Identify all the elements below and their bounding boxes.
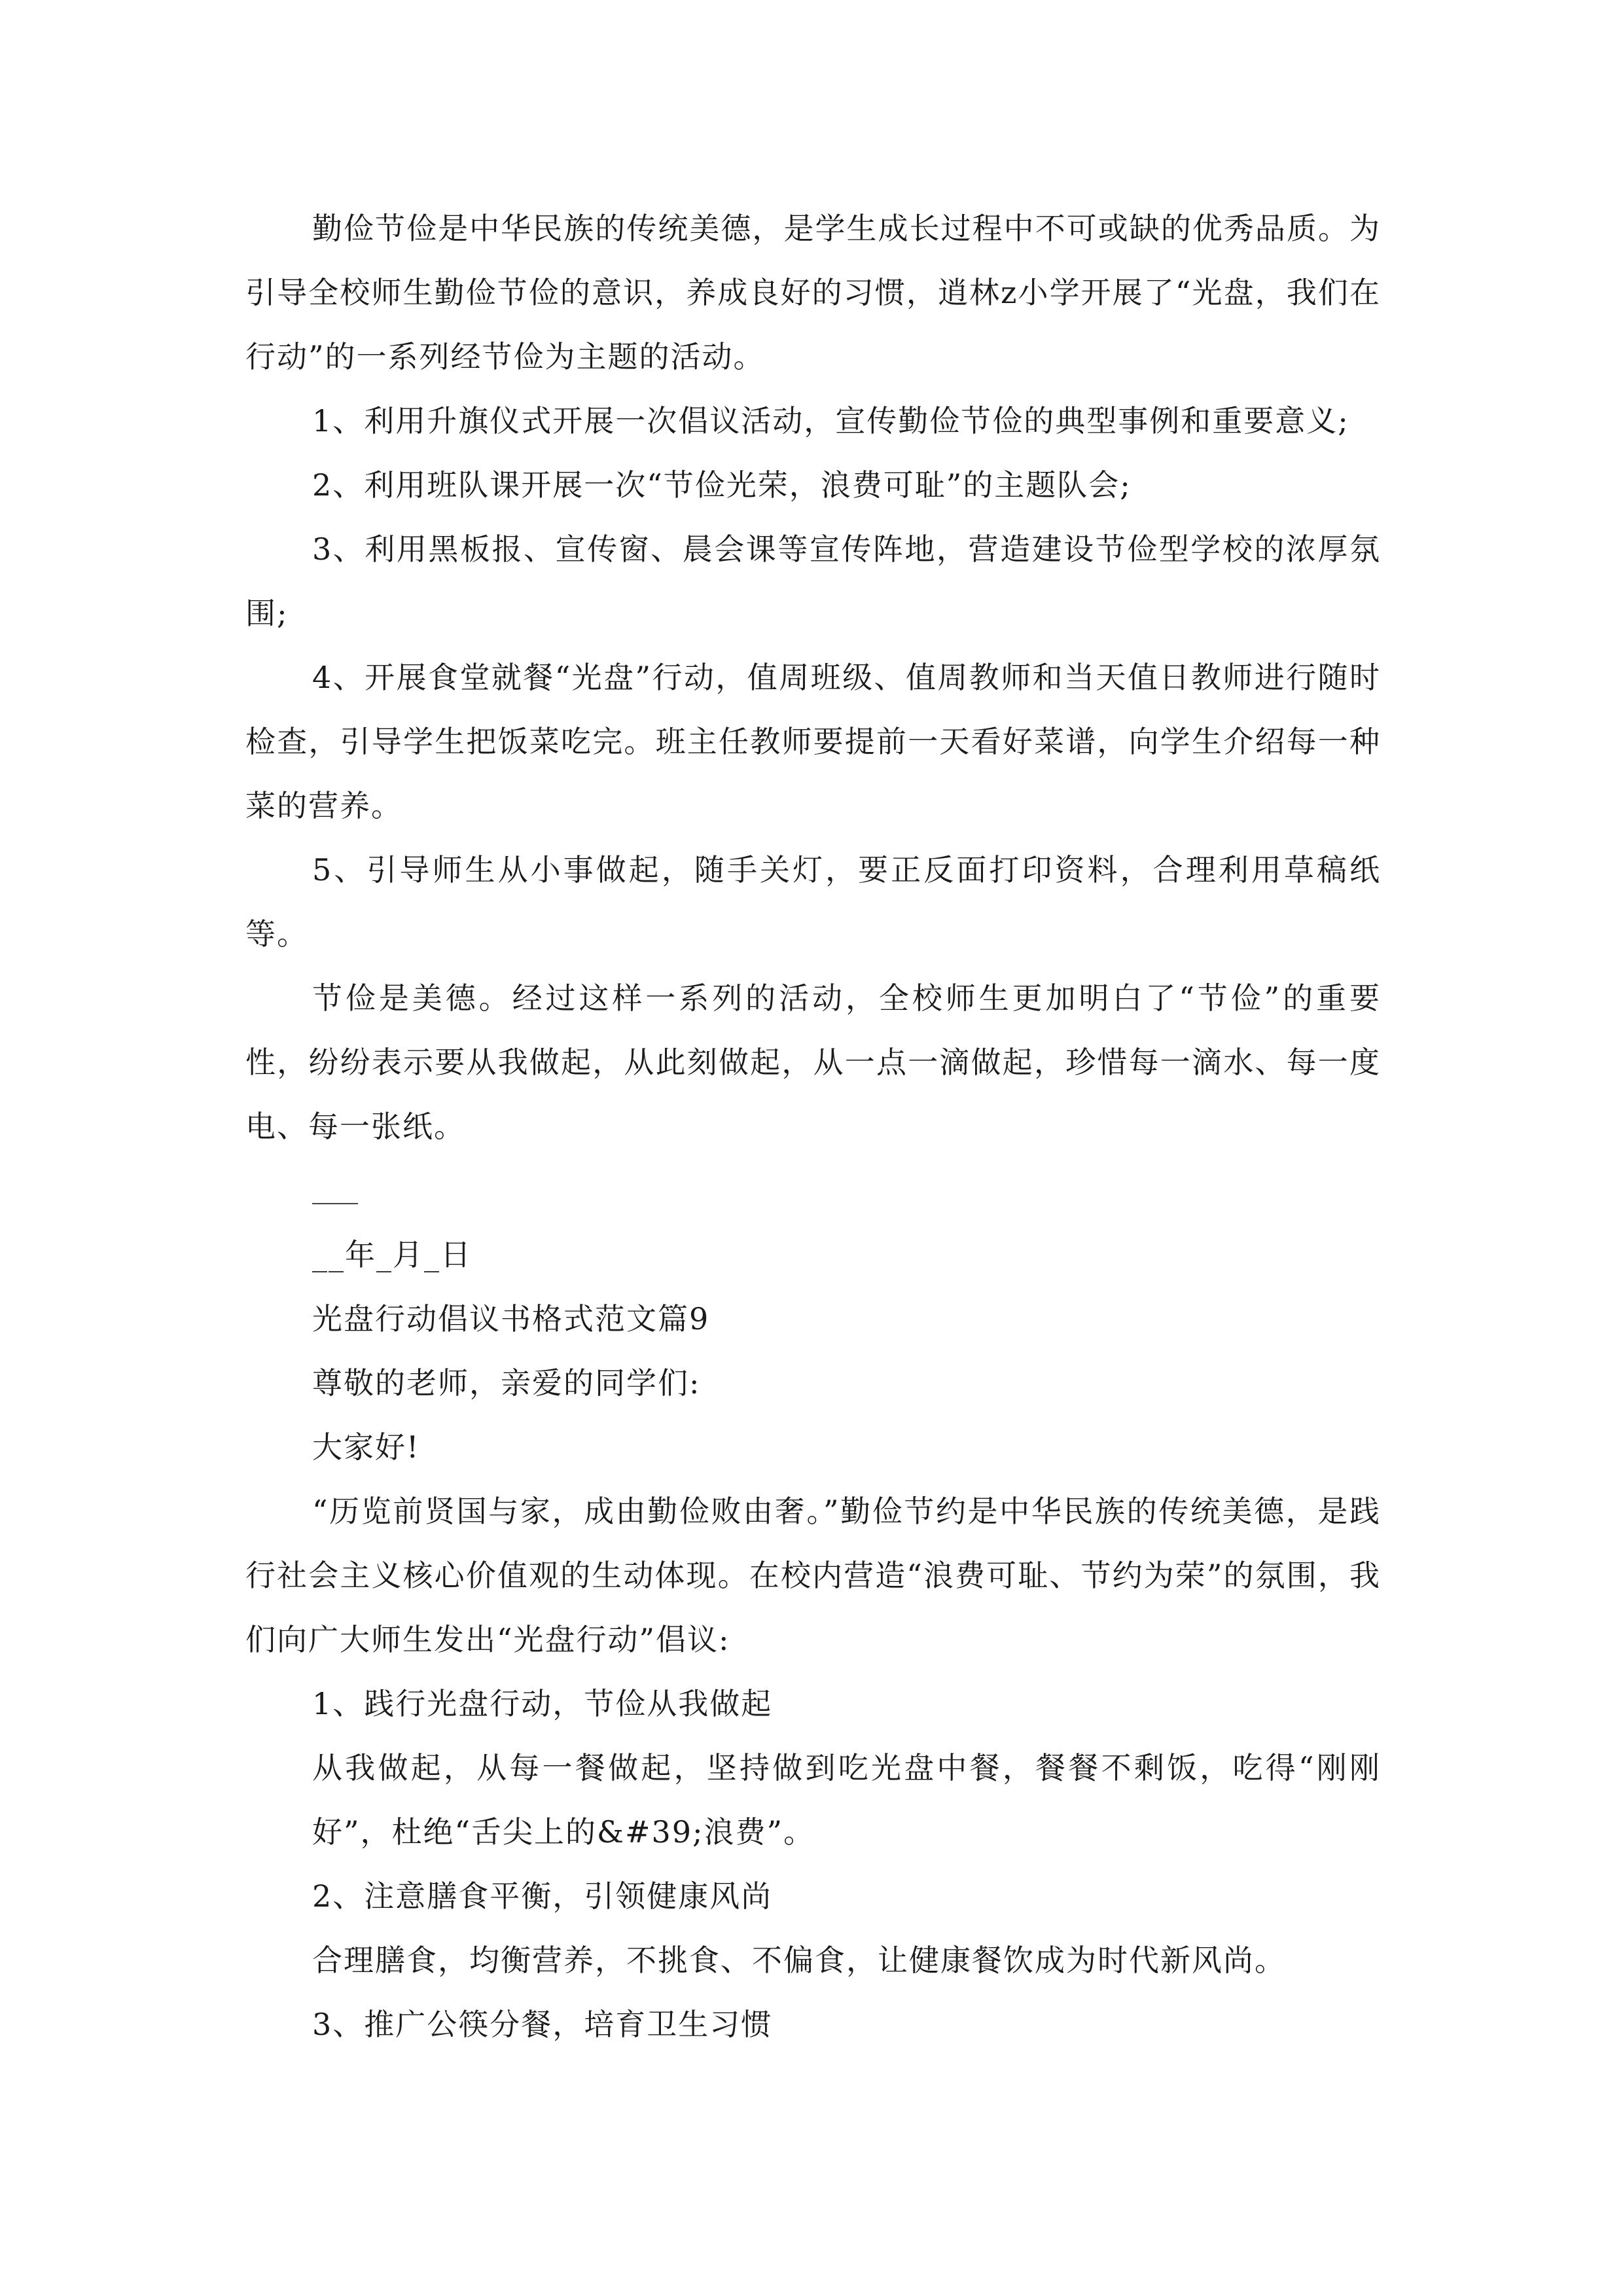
list-item: 3、利用黑板报、宣传窗、晨会课等宣传阵地，营造建设节俭型学校的浓厚氛围; [245, 531, 1381, 631]
section-title: 光盘行动倡议书格式范文篇9 [312, 1301, 710, 1336]
greeting: 大家好! [312, 1429, 420, 1465]
signature-rule [312, 1158, 358, 1223]
body-paragraph: 合理膳食，均衡营养，不挑食、不偏食，让健康餐饮成为时代新风尚。 [312, 1943, 1286, 1978]
proposal-heading: 1、践行光盘行动，节俭从我做起 [312, 1686, 773, 1721]
proposal-heading: 3、推广公筷分餐，培育卫生习惯 [312, 2007, 773, 2042]
intro-paragraph: 勤俭节俭是中华民族的传统美德，是学生成长过程中不可或缺的优秀品质。为引导全校师生勤俭节俭的意识，养成良好的习惯，逍林z小学开展了“光盘，我们在行动”的一系列经节俭为主题的活动。 [245, 211, 1381, 374]
proposal-heading: 2、注意膳食平衡，引领健康风尚 [312, 1878, 773, 1914]
date-line: __年_月_日 [312, 1237, 472, 1272]
list-item: 2、利用班队课开展一次“节俭光荣，浪费可耻”的主题队会; [312, 467, 1132, 503]
body-paragraph: 从我做起，从每一餐做起，坚持做到吃光盘中餐，餐餐不剩饭，吃得“刚刚好”，杜绝“舌尖上的&#39;浪费”。 [312, 1750, 1381, 1850]
body-paragraph: “历览前贤国与家，成由勤俭败由奢。”勤俭节约是中华民族的传统美德，是践行社会主义核心价值观的生动体现。在校内营造“浪费可耻、节约为荣”的氛围，我们向广大师生发出“光盘行动”倡议: [245, 1494, 1381, 1657]
document-body [245, 196, 1381, 2056]
list-item: 4、开展食堂就餐“光盘”行动，值周班级、值周教师和当天值日教师进行随时检查，引导学生把饭菜吃完。班主任教师要提前一天看好菜谱，向学生介绍每一种菜的营养。 [245, 660, 1381, 823]
salutation: 尊敬的老师，亲爱的同学们: [312, 1365, 701, 1401]
summary-paragraph: 节俭是美德。经过这样一系列的活动，全校师生更加明白了“节俭”的重要性，纷纷表示要从我做起，从此刻做起，从一点一滴做起，珍惜每一滴水、每一度电、每一张纸。 [245, 980, 1381, 1144]
list-item: 5、引导师生从小事做起，随手关灯，要正反面打印资料，合理利用草稿纸等。 [245, 852, 1381, 952]
list-item: 1、利用升旗仪式开展一次倡议活动，宣传勤俭节俭的典型事例和重要意义; [312, 403, 1349, 439]
